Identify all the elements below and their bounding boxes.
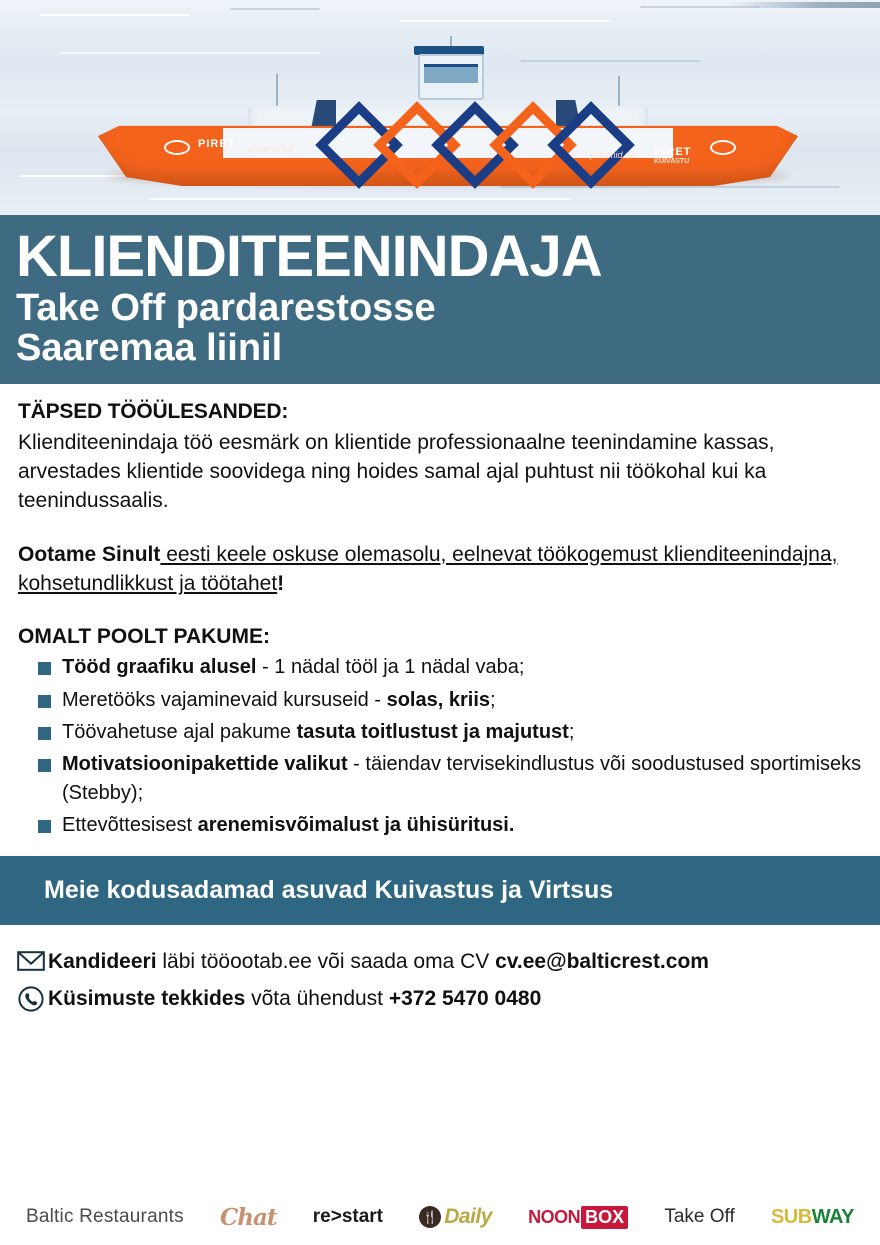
list-item-bold: Tööd graafiku alusel	[62, 656, 257, 679]
list-item	[38, 686, 862, 714]
email-line	[48, 949, 709, 974]
list-item-bold: Motivatsioonipakettide valikut	[62, 753, 348, 776]
logo-baltic-restaurants	[26, 1206, 184, 1228]
logo-noonbox	[528, 1206, 628, 1229]
list-item-text: - 1 nädal tööl ja 1 nädal vaba;	[256, 656, 525, 679]
list-item	[38, 653, 862, 681]
bullet-square-icon	[38, 820, 51, 833]
bridge-window	[424, 64, 478, 83]
logo-noon-text: NOON	[528, 1206, 581, 1227]
brand-logo-strip	[0, 1195, 880, 1239]
list-item-bold: tasuta toitlustust ja majutust	[296, 721, 569, 744]
phone-number[interactable]: +372 5470 0480	[388, 987, 542, 1011]
homeports-band	[0, 856, 880, 925]
ship-url-starboard: proomid.ee	[590, 150, 636, 160]
logo-restart	[313, 1206, 383, 1228]
bullet-square-icon	[38, 759, 51, 772]
email-cta-label: Kandideeri	[48, 949, 157, 973]
logo-chat-text: Chat	[219, 1203, 277, 1231]
tasks-body: Klienditeenindaja töö eesmärk on klientide professionaalne teenindamine kassas, arvestades klientide soovidega ning hoides samal ajal puhtust nii töökohal kui ka teenindussaalis.	[18, 431, 775, 512]
phone-mid-text: võta ühendust	[245, 987, 389, 1011]
logo-restart-pre: re	[312, 1206, 331, 1227]
email-address[interactable]: cv.ee@balticrest.com	[495, 949, 709, 973]
ice-streak	[40, 14, 190, 16]
expectations-lead: Ootame Sinult	[18, 542, 161, 566]
logo-chat	[220, 1204, 277, 1231]
phone-line	[48, 986, 541, 1011]
ice-streak	[230, 8, 320, 10]
ice-streak	[60, 52, 320, 54]
ice-streak	[150, 198, 570, 200]
list-item	[38, 750, 862, 807]
logo-subway-sub: SUB	[770, 1205, 812, 1228]
list-item-text: Töövahetuse ajal pakume	[62, 721, 297, 744]
tasks-heading: TÄPSED TÖÖÜLESANDED:	[18, 400, 289, 424]
list-item-bold: arenemisvõimalust ja ühisüritusi.	[197, 814, 515, 837]
ship-name-port: PIRET	[198, 138, 236, 150]
contact-row-phone	[14, 986, 880, 1012]
expectations-paragraph	[18, 540, 862, 600]
list-item-text: Meretööks vajaminevaid kursuseid -	[62, 688, 387, 711]
ship-emblem	[164, 140, 190, 155]
logo-take-off-text: Take Off	[664, 1206, 735, 1227]
page-title: KLIENDITEENINDAJA	[16, 224, 602, 289]
expectations-underlined: eesti keele oskuse olemasolu, eelnevat töökogemust klienditeenindajna, kohsetundlikkust ja töötahet	[18, 542, 838, 596]
list-item-bold: solas, kriis	[386, 688, 490, 711]
ship-homeport-label: KUIVASTU	[654, 158, 690, 165]
expectations-exclamation: !	[277, 572, 285, 596]
bullet-square-icon	[38, 662, 51, 675]
logo-subway-way: WAY	[811, 1205, 854, 1228]
job-description	[0, 384, 880, 839]
job-subtitle-line1: Take Off pardarestosse	[16, 286, 436, 329]
bridge-house	[418, 54, 484, 100]
list-item-tail: ;	[490, 688, 496, 711]
homeports-text: Meie kodusadamad asuvad Kuivastus ja Virtsus	[44, 875, 614, 904]
email-mid-text: läbi tööootab.ee või saada oma CV	[156, 949, 496, 973]
list-item-text: - täiendav tervisekindlustus või soodustused sportimiseks (Stebby);	[62, 753, 862, 804]
offers-list	[18, 653, 862, 839]
job-subtitle-line2: Saaremaa liinil	[16, 327, 283, 370]
envelope-icon	[14, 951, 48, 971]
logo-restart-arrow-icon: >	[330, 1206, 342, 1227]
phone-icon	[14, 986, 48, 1012]
logo-subway	[771, 1206, 854, 1229]
list-item	[38, 811, 862, 839]
ice-streak	[640, 6, 760, 8]
ice-streak	[400, 20, 610, 22]
ice-streak	[520, 60, 700, 62]
cutlery-icon: 🍴	[419, 1206, 441, 1228]
logo-restart-post: start	[341, 1206, 384, 1227]
phone-cta-label: Küsimuste tekkides	[48, 987, 246, 1011]
contact-section	[0, 925, 880, 1012]
hero-photo	[0, 0, 880, 215]
logo-baltic-restaurants-text: Baltic Restaurants	[26, 1206, 184, 1227]
logo-daily	[419, 1205, 492, 1229]
logo-take-off	[664, 1206, 734, 1228]
ship-emblem	[710, 140, 736, 155]
ship-url-port: proomid.ee	[248, 144, 294, 154]
logo-box-text: BOX	[581, 1206, 628, 1229]
list-item	[38, 718, 862, 746]
logo-daily-text: Daily	[444, 1205, 492, 1228]
contact-row-email	[14, 949, 880, 974]
bullet-square-icon	[38, 695, 51, 708]
ferry-illustration	[98, 88, 798, 188]
offers-heading: OMALT POOLT PAKUME:	[18, 625, 270, 649]
bullet-square-icon	[38, 727, 51, 740]
ship-name-starboard: PIRET	[654, 146, 692, 158]
job-title-band	[0, 215, 880, 384]
list-item-tail: ;	[568, 721, 575, 744]
list-item-text: Ettevõttesisest	[62, 814, 198, 837]
